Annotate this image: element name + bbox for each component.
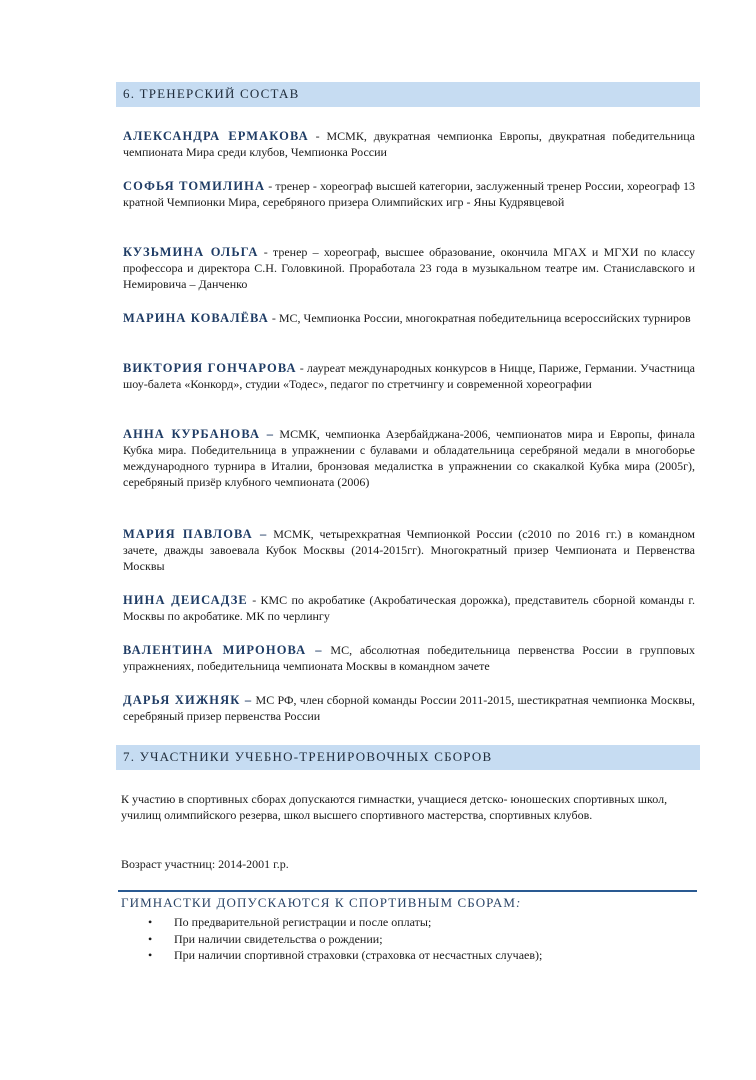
requirement-text: При наличии спортивной страховки (страховка от несчастных случаев); bbox=[174, 948, 543, 962]
coach-description: - тренер - хореограф высшей категории, заслуженный тренер России, хореограф 13 кратной Чемпионки Мира, серебряного призера Олимпийских игр - Яны Кудрявцевой bbox=[123, 179, 695, 209]
requirements-heading-text: ГИМНАСТКИ ДОПУСКАЮТСЯ К СПОРТИВНЫМ СБОРАМ bbox=[121, 895, 517, 910]
coach-name: ВАЛЕНТИНА МИРОНОВА – bbox=[123, 643, 323, 657]
coach-description: МС РФ, член сборной команды России 2011-2015, шестикратная чемпионка Москвы, серебряный призер первенства России bbox=[123, 693, 696, 723]
requirement-text: При наличии свидетельства о рождении; bbox=[174, 931, 383, 946]
coach-description: МС, абсолютная победительница первенства России в групповых упражнениях, победительница чемпионата Москвы в командном зачете bbox=[123, 643, 695, 673]
bullet-icon: • bbox=[148, 948, 153, 962]
coach-entry bbox=[123, 642, 695, 674]
section-6-heading: 6. ТРЕНЕРСКИЙ СОСТАВ bbox=[116, 82, 700, 107]
coach-name: АННА КУРБАНОВА – bbox=[123, 427, 275, 441]
requirements-list bbox=[148, 914, 542, 964]
coach-entry bbox=[123, 128, 695, 160]
coach-name: ДАРЬЯ ХИЖНЯК – bbox=[123, 693, 253, 707]
section-divider bbox=[118, 890, 697, 892]
requirements-heading bbox=[121, 895, 521, 911]
coach-entry bbox=[123, 244, 695, 292]
coach-description: - КМС по акробатике (Акробатическая дорожка), представитель сборной команды г. Москвы по акробатике. МК по черлингу bbox=[123, 593, 695, 623]
coach-description: МСМК, четырехкратная Чемпионкой России (с2010 по 2016 гг.) в командном зачете, дважды завоевала Кубок Москвы (2014-2015гг). Многократный призер Чемпионата и Первенства Москвы bbox=[123, 527, 696, 573]
coach-description: МСМК, чемпионка Азербайджана-2006, чемпионатов мира и Европы, финала Кубка мира. Победительница в упражнении с булавами и обладательница серебряной медали в многоборье международного турнира в Италии, бронзовая медалистка в упражнении со скакалкой Кубка мира (2005г), серебряный призёр клубного чемпионата (2006) bbox=[123, 427, 695, 489]
coach-name: СОФЬЯ ТОМИЛИНА bbox=[123, 179, 266, 193]
coach-name: МАРИНА КОВАЛЁВА bbox=[123, 311, 269, 325]
age-paragraph: Возраст участниц: 2014-2001 г.р. bbox=[121, 857, 289, 871]
coach-name: НИНА ДЕИСАДЗЕ bbox=[123, 593, 248, 607]
coach-entry bbox=[123, 310, 695, 326]
list-item bbox=[148, 914, 542, 931]
coach-name: МАРИЯ ПАВЛОВА – bbox=[123, 527, 268, 541]
coach-entry bbox=[123, 692, 695, 724]
section-7-heading: 7. УЧАСТНИКИ УЧЕБНО-ТРЕНИРОВОЧНЫХ СБОРОВ bbox=[116, 745, 700, 770]
list-item bbox=[148, 931, 542, 948]
bullet-icon: • bbox=[148, 931, 153, 946]
bullet-icon: • bbox=[148, 915, 153, 929]
requirements-heading-colon: : bbox=[516, 895, 522, 910]
coach-name: КУЗЬМИНА ОЛЬГА bbox=[123, 245, 259, 259]
coach-entry bbox=[123, 178, 695, 210]
coach-description: - лауреат международных конкурсов в Ницце, Париже, Германии. Участница шоу-балета «Конкорд», студии «Тодес», педагог по стретчингу и современной хореографии bbox=[123, 361, 696, 391]
coach-entry bbox=[123, 592, 695, 624]
participants-paragraph: К участию в спортивных сборах допускаются гимнастки, учащиеся детско- юношеских спортивных школ, училищ олимпийского резерва, школ высшего спортивного мастерства, спортивных клубов. bbox=[121, 792, 668, 822]
coach-description: - тренер – хореограф, высшее образование, окончила МГАХ и МГХИ по классу профессора и директора С.Н. Головкиной. Проработала 23 года в музыкальном театре им. Станиславского и Немировича – Данченко bbox=[123, 245, 695, 291]
coach-description: - МСМК, двукратная чемпионка Европы, двукратная победительница чемпионата Мира среди клубов, Чемпионка России bbox=[123, 129, 695, 159]
list-item bbox=[148, 947, 542, 964]
coach-entry bbox=[123, 526, 695, 574]
requirement-text: По предварительной регистрации и после оплаты; bbox=[174, 915, 432, 929]
coach-description: - МС, Чемпионка России, многократная победительница всероссийских турниров bbox=[268, 311, 691, 325]
coach-name: АЛЕКСАНДРА ЕРМАКОВА bbox=[123, 129, 309, 143]
coach-entry bbox=[123, 360, 695, 392]
coach-entry bbox=[123, 426, 695, 490]
coach-name: ВИКТОРИЯ ГОНЧАРОВА bbox=[123, 361, 297, 375]
